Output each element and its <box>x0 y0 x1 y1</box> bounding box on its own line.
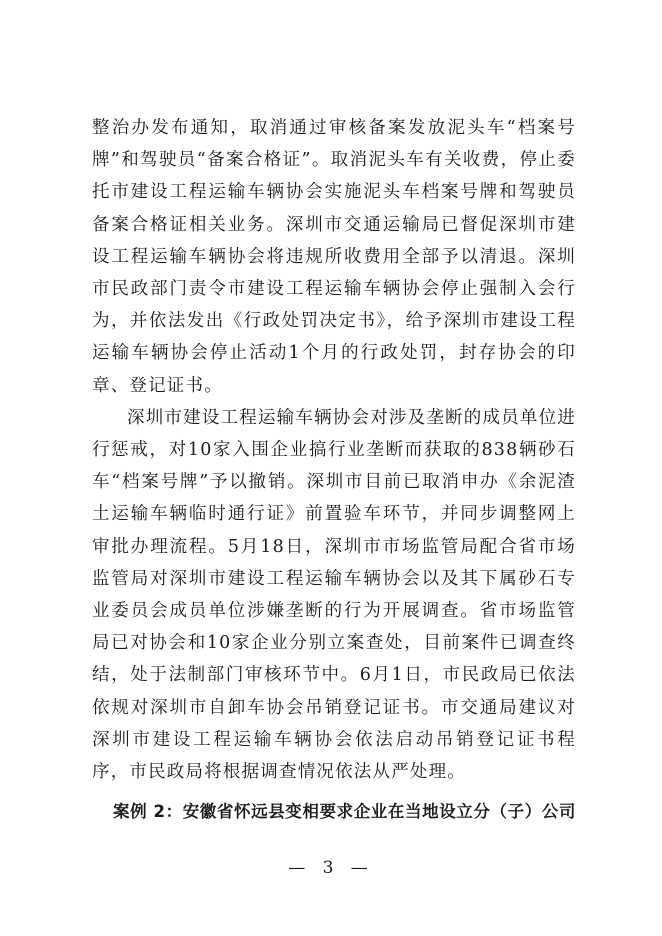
body-text <box>92 112 576 788</box>
page-number: — 3 — <box>288 858 374 878</box>
case-heading: 案例 2：安徽省怀远县变相要求企业在当地设立分（子）公司 <box>112 802 576 821</box>
paragraph-1: 整治办发布通知，取消通过审核备案发放泥头车“档案号牌”和驾驶员“备案合格证”。取消泥头车有关收费，停止委托市建设工程运输车辆协会实施泥头车档案号牌和驾驶员备案合格证相关业务。深圳市交通运输局已督促深圳市建设工程运输车辆协会将违规所收费用全部予以清退。深圳市民政部门责令市建设工程运输车辆协会停止强制入会行为，并依法发出《行政处罚决定书》，给予深圳市建设工程运输车辆协会停止活动1个月的行政处罚，封存协会的印章、登记证书。 <box>92 118 576 396</box>
paragraph-2: 深圳市建设工程运输车辆协会对涉及垄断的成员单位进行惩戒，对10家入围企业搞行业垄断而获取的838辆砂石车“档案号牌”予以撤销。深圳市目前已取消申办《余泥渣土运输车辆临时通行证》前置验车环节，并同步调整网上审批办理流程。5月18日，深圳市市场监管局配合省市场监管局对深圳市建设工程运输车辆协会以及其下属砂石专业委员会成员单位涉嫌垄断的行为开展调查。省市场监管局已对协会和10家企业分别立案查处，目前案件已调查终结，处于法制部门审核环节中。6月1日，市民政局已依法依规对深圳市自卸车协会吊销登记证书。市交通局建议对深圳市建设工程运输车辆协会依法启动吊销登记证书程序，市民政局将根据调查情况依法从严处理。 <box>92 407 576 783</box>
